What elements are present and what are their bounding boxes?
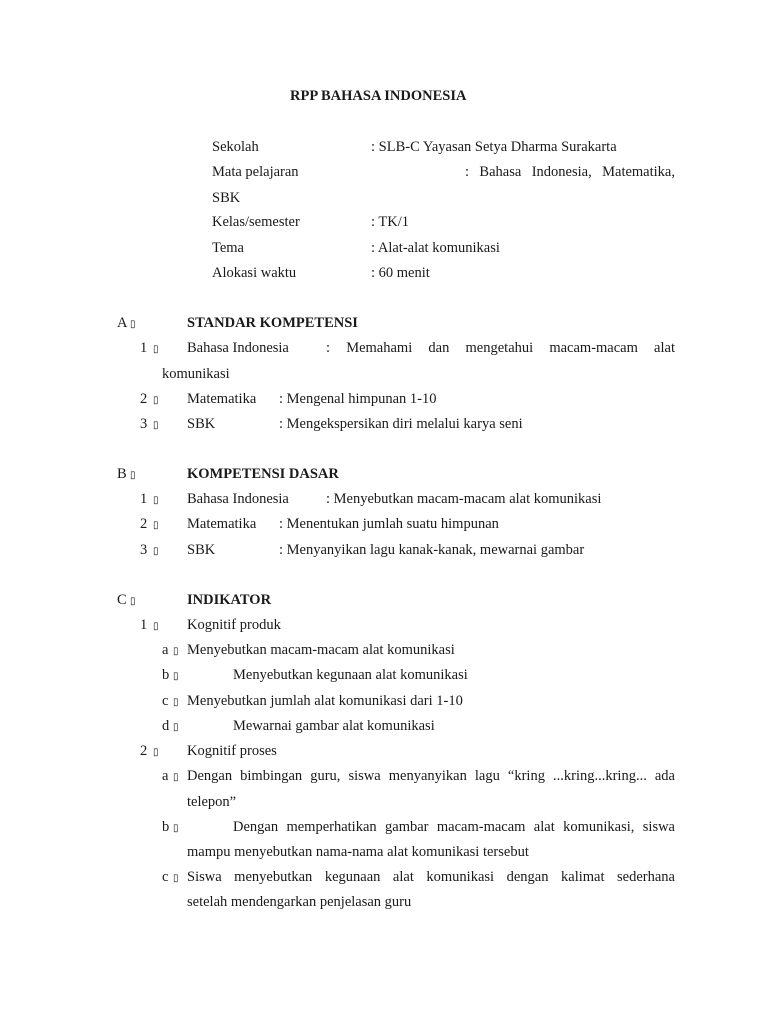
placeholder-glyph-icon: ▯ [130,596,136,607]
proses-item-text: Dengan bimbingan guru, siswa menyanyikan lagu “kring ...kring...kring... ada [187,768,675,784]
a-item-text: : Mengenal himpunan 1-10 [279,391,437,407]
b-item-subject: Matematika [187,516,257,532]
produk-item-text: Menyebutkan macam-macam alat komunikasi [187,642,455,658]
tema-label: Tema [212,240,244,256]
mapel-label: Mata pelajaran [212,164,299,180]
section-a-letter: A [117,315,128,331]
a-item-number: 3 [140,416,148,432]
placeholder-glyph-icon: ▯ [173,823,179,834]
proses-item-letter: c [162,869,169,885]
produk-item-letter: c [162,693,169,709]
a-item-text: : Mengekspersikan diri melalui karya seni [279,416,523,432]
section-b-title: KOMPETENSI DASAR [187,466,339,482]
tema-value: : Alat-alat komunikasi [371,240,500,256]
section-a-title: STANDAR KOMPETENSI [187,315,358,331]
produk-item-letter: b [162,667,170,683]
alokasi-value: : 60 menit [371,265,430,281]
produk-item-text: Menyebutkan jumlah alat komunikasi dari 1-10 [187,693,463,709]
placeholder-glyph-icon: ▯ [173,697,179,708]
c-sub-number: 2 [140,743,148,759]
placeholder-glyph-icon: ▯ [173,646,179,657]
placeholder-glyph-icon: ▯ [153,420,159,431]
mapel-value-cont: SBK [212,190,241,206]
sekolah-label: Sekolah [212,139,259,155]
placeholder-glyph-icon: ▯ [173,671,179,682]
placeholder-glyph-icon: ▯ [173,722,179,733]
proses-item-text: Dengan memperhatikan gambar macam-macam alat komunikasi, siswa [233,819,675,835]
proses-item-text-cont: setelah mendengarkan penjelasan guru [187,894,412,910]
mapel-value: : Bahasa Indonesia, Matematika, [465,164,675,180]
section-b-letter: B [117,466,127,482]
produk-item-text: Menyebutkan kegunaan alat komunikasi [233,667,468,683]
placeholder-glyph-icon: ▯ [130,470,136,481]
document-title: RPP BAHASA INDONESIA [290,88,467,104]
b-item-subject: SBK [187,542,216,558]
kelas-value: : TK/1 [371,214,409,230]
a-item-number: 1 [140,340,148,356]
b-item-text: : Menyanyikan lagu kanak-kanak, mewarnai gambar [279,542,585,558]
a-item-subject: Bahasa Indonesia [187,340,289,356]
proses-item-text: Siswa menyebutkan kegunaan alat komunikasi dengan kalimat sederhana [187,869,675,885]
proses-item-text-cont: mampu menyebutkan nama-nama alat komunikasi tersebut [187,844,529,860]
produk-item-letter: d [162,718,170,734]
kelas-label: Kelas/semester [212,214,300,230]
placeholder-glyph-icon: ▯ [153,495,159,506]
proses-item-text-cont: telepon” [187,794,237,810]
b-item-text: : Menyebutkan macam-macam alat komunikasi [326,491,602,507]
section-c-letter: C [117,592,127,608]
proses-item-letter: a [162,768,169,784]
sekolah-value: : SLB-C Yayasan Setya Dharma Surakarta [371,139,617,155]
placeholder-glyph-icon: ▯ [130,319,136,330]
produk-item-text: Mewarnai gambar alat komunikasi [233,718,435,734]
placeholder-glyph-icon: ▯ [153,546,159,557]
placeholder-glyph-icon: ▯ [153,344,159,355]
placeholder-glyph-icon: ▯ [153,747,159,758]
a-item-subject: Matematika [187,391,257,407]
produk-item-letter: a [162,642,169,658]
placeholder-glyph-icon: ▯ [173,772,179,783]
placeholder-glyph-icon: ▯ [153,520,159,531]
b-item-text: : Menentukan jumlah suatu himpunan [279,516,499,532]
section-c-title: INDIKATOR [187,592,272,608]
placeholder-glyph-icon: ▯ [173,873,179,884]
c-sub-label: Kognitif proses [187,743,277,759]
placeholder-glyph-icon: ▯ [153,395,159,406]
a-item-subject: SBK [187,416,216,432]
a-item-number: 2 [140,391,148,407]
b-item-number: 2 [140,516,148,532]
c-sub-number: 1 [140,617,148,633]
b-item-number: 3 [140,542,148,558]
c-sub-label: Kognitif produk [187,617,281,633]
a-item-text-cont: komunikasi [162,366,230,382]
b-item-number: 1 [140,491,148,507]
alokasi-label: Alokasi waktu [212,265,297,281]
proses-item-letter: b [162,819,170,835]
a-item-text: : Memahami dan mengetahui macam-macam alat [326,340,675,356]
b-item-subject: Bahasa Indonesia [187,491,289,507]
placeholder-glyph-icon: ▯ [153,621,159,632]
